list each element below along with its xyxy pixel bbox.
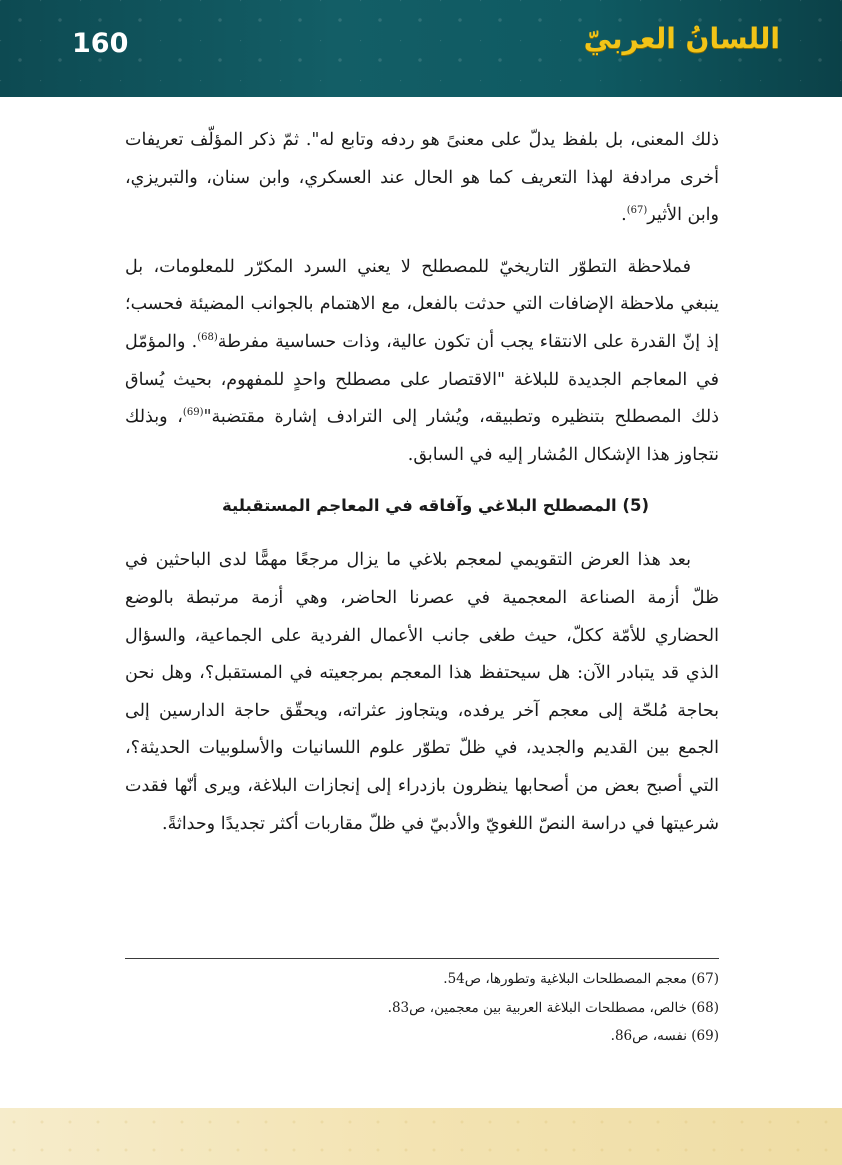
- section-heading: (5) المصطلح البلاغي وآفاقه في المعاجم المستقبلية: [222, 496, 649, 516]
- footnote-ref-67[interactable]: (67): [626, 205, 648, 217]
- paragraph-1-text: ذلك المعنى، بل بلفظ يدلّ على معنىً هو ردفه وتابع له". ثمّ ذكر المؤلّف تعريفات أخرى مرادفة لهذا التعريف كما هو الحال عند العسكري، وابن سنان، والتبريزي، وابن الأثير: [125, 130, 719, 226]
- footnote-67: (67) معجم المصطلحات البلاغية وتطورها، ص54.: [443, 971, 719, 987]
- footnote-ref-68[interactable]: (68): [197, 332, 218, 344]
- footer-pattern: [0, 1108, 842, 1165]
- paragraph-2-part-3: ، وبذلك نتجاوز هذا الإشكال المُشار إليه في السابق.: [125, 407, 719, 465]
- footnote-ref-69[interactable]: (69): [182, 407, 204, 419]
- footnote-69: (69) نفسه، ص86.: [610, 1028, 719, 1044]
- page-header: [0, 0, 842, 97]
- paragraph-1: [125, 122, 719, 235]
- paragraph-1-end: .: [621, 205, 627, 226]
- paragraph-3: بعد هذا العرض التقويمي لمعجم بلاغي ما يزال مرجعًا مهمًّا لدى الباحثين في ظلّ أزمة الصناعة المعجمية في عصرنا الحاضر، وهي أزمة مرتبطة بالوضع الحضاري للأمّة ككلّ، حيث طغى جانب الأعمال الفردية على الجماعية، والسؤال الذي قد يتبادر الآن: هل سيحتفظ هذا المعجم بمرجعيته في المستقبل؟، وهل نحن بحاجة مُلحّة إلى معجم آخر يرفده، ويتجاوز عثراته، ويحقّق حاجة الدارسين إلى الجمع بين القديم والجديد، في ظلّ تطوّر علوم اللسانيات والأسلوبيات الحديثة؟، التي أصبح بعض من أصحابها ينظرون بازدراء إلى إنجازات البلاغة، ويرى أنّها فقدت شرعيتها في دراسة النصّ اللغويّ والأدبيّ في ظلّ مقاربات أكثر تجديدًا وحداثةً.: [125, 550, 719, 834]
- footnotes: [125, 965, 719, 1051]
- article-body: [125, 122, 719, 843]
- paragraph-2-part-1: فملاحظة التطوّر التاريخيّ للمصطلح لا يعني السرد المكرّر للمعلومات، بل ينبغي ملاحظة الإضافات التي حدثت بالفعل، مع الاهتمام بالجوانب المضيئة فحسب؛ إذ إنّ القدرة على الانتقاء يجب أن تكون عالية، وذات حساسية مفرطة: [125, 256, 719, 352]
- paragraph-2: [125, 249, 719, 475]
- journal-logo: اللسانُ العربيّ: [583, 22, 780, 55]
- footnote-68: (68) خالص، مصطلحات البلاغة العربية بين معجمين، ص83.: [387, 999, 719, 1016]
- page-number: 160: [72, 28, 129, 59]
- page-footer-band: [0, 1108, 842, 1165]
- paragraph-2-part-2: . والمؤمّل في المعاجم الجديدة للبلاغة "الاقتصار على مصطلح واحدٍ للمفهوم، بحيث يُساق ذلك المصطلح بتنظيره وتطبيقه، ويُشار إلى الترادف إشارة مقتضبة": [125, 331, 719, 428]
- footnote-divider: [125, 958, 719, 959]
